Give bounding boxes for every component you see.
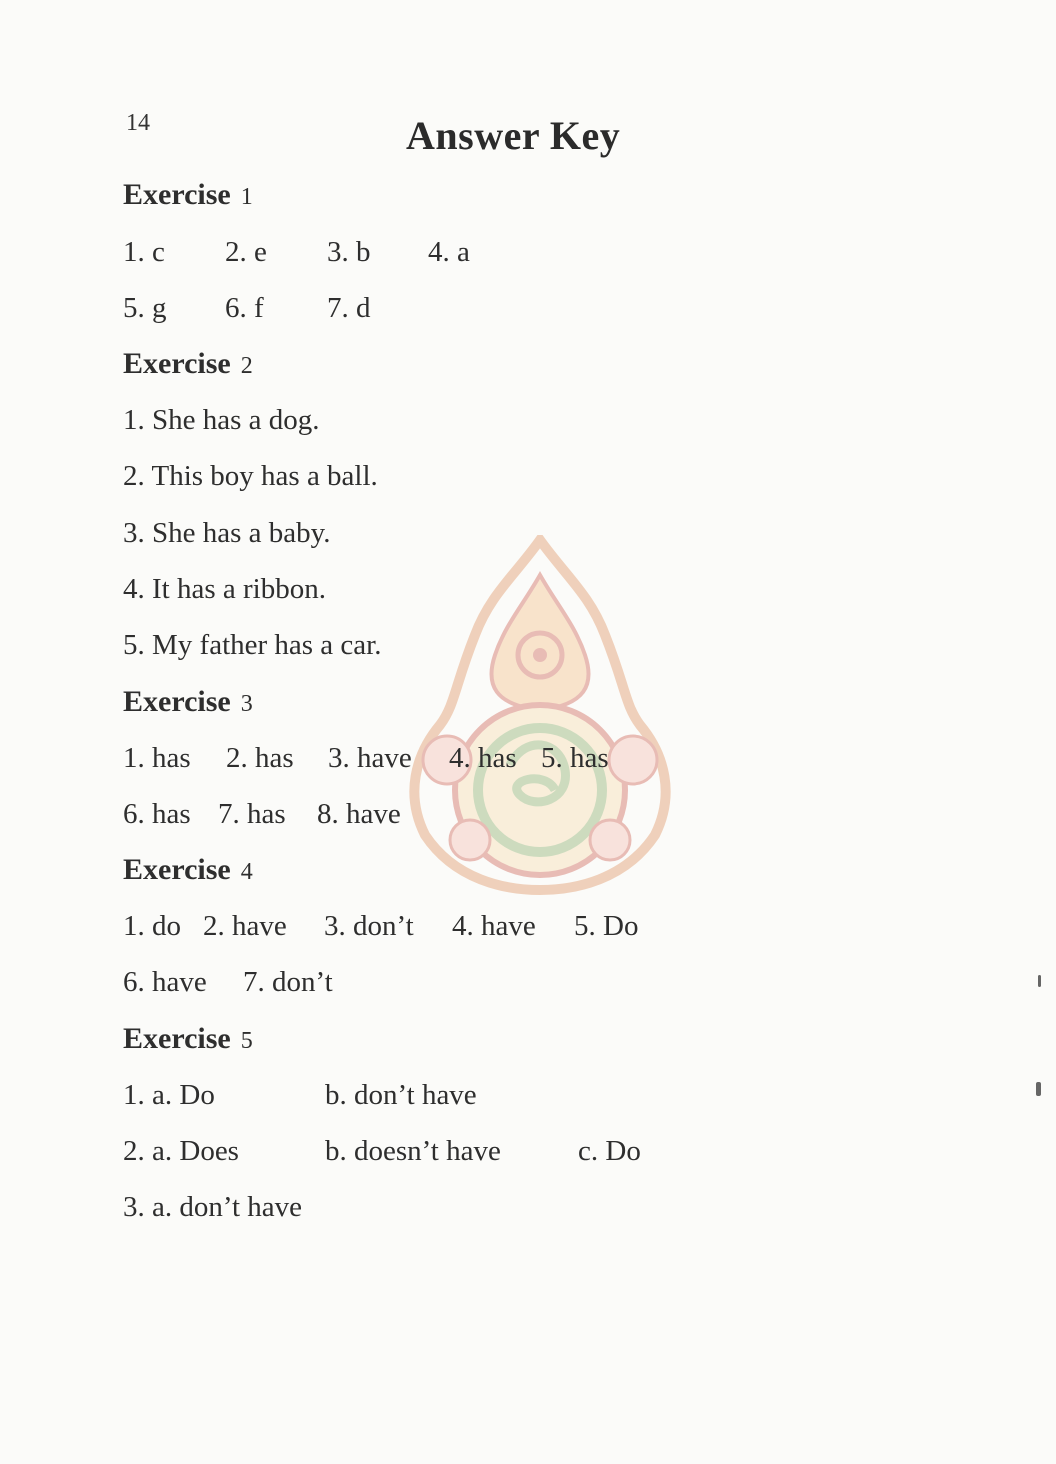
exercise-2-row-1: 1. She has a dog. <box>123 404 320 436</box>
answer-item: 1. do <box>123 910 181 942</box>
answer-item: b. doesn’t have <box>325 1135 501 1167</box>
exercise-number: 4 <box>240 859 253 885</box>
answer-item: 2. has <box>226 742 294 774</box>
exercise-5-row-3: 3. a. don’t have <box>123 1191 303 1223</box>
exercise-5-heading <box>123 1022 253 1056</box>
answer-item: 6. have <box>123 966 207 998</box>
exercise-number: 1 <box>240 184 253 210</box>
exercise-4-heading <box>123 853 253 887</box>
answer-item: 7. has <box>218 798 286 830</box>
answer-item: 4. have <box>452 910 536 942</box>
answer-item: 1. c <box>123 236 165 268</box>
exercise-number: 3 <box>240 691 253 717</box>
answer-item: 3. don’t <box>324 910 414 942</box>
exercise-2-heading <box>123 347 253 381</box>
exercise-2-row-4: 4. It has a ribbon. <box>123 573 326 605</box>
answer-item: b. don’t have <box>325 1079 477 1111</box>
answer-item: 7. don’t <box>243 966 333 998</box>
exercise-label: Exercise <box>123 685 231 718</box>
exercise-1-heading <box>123 178 253 212</box>
answer-item: 1. a. Do <box>123 1079 215 1111</box>
exercise-label: Exercise <box>123 347 231 380</box>
page-number: 14 <box>126 110 150 136</box>
exercise-2-row-5: 5. My father has a car. <box>123 629 382 661</box>
answer-item: 7. d <box>327 292 371 324</box>
scan-mark <box>1038 975 1041 987</box>
answer-item: 5. has <box>541 742 609 774</box>
answer-item: 1. has <box>123 742 191 774</box>
answer-item: 4. a <box>428 236 470 268</box>
page-title: Answer Key <box>406 113 621 158</box>
exercise-label: Exercise <box>123 853 231 886</box>
exercise-label: Exercise <box>123 178 231 211</box>
answer-item: 8. have <box>317 798 401 830</box>
exercise-2-row-2: 2. This boy has a ball. <box>123 460 378 492</box>
ministry-emblem-watermark-icon <box>395 535 685 895</box>
answer-item: 6. has <box>123 798 191 830</box>
exercise-label: Exercise <box>123 1022 231 1055</box>
answer-item: 2. e <box>225 236 267 268</box>
answer-item: 2. have <box>203 910 287 942</box>
answer-item: 5. Do <box>574 910 639 942</box>
exercise-number: 5 <box>240 1028 253 1054</box>
answer-item: 3. have <box>328 742 412 774</box>
answer-item: 3. b <box>327 236 371 268</box>
answer-item: 2. a. Does <box>123 1135 239 1167</box>
exercise-2-row-3: 3. She has a baby. <box>123 517 331 549</box>
exercise-3-heading <box>123 685 253 719</box>
answer-item: 4. has <box>449 742 517 774</box>
answer-item: 5. g <box>123 292 167 324</box>
scan-mark <box>1036 1082 1041 1096</box>
answer-item: 6. f <box>225 292 264 324</box>
exercise-number: 2 <box>240 353 253 379</box>
answer-item: c. Do <box>578 1135 641 1167</box>
